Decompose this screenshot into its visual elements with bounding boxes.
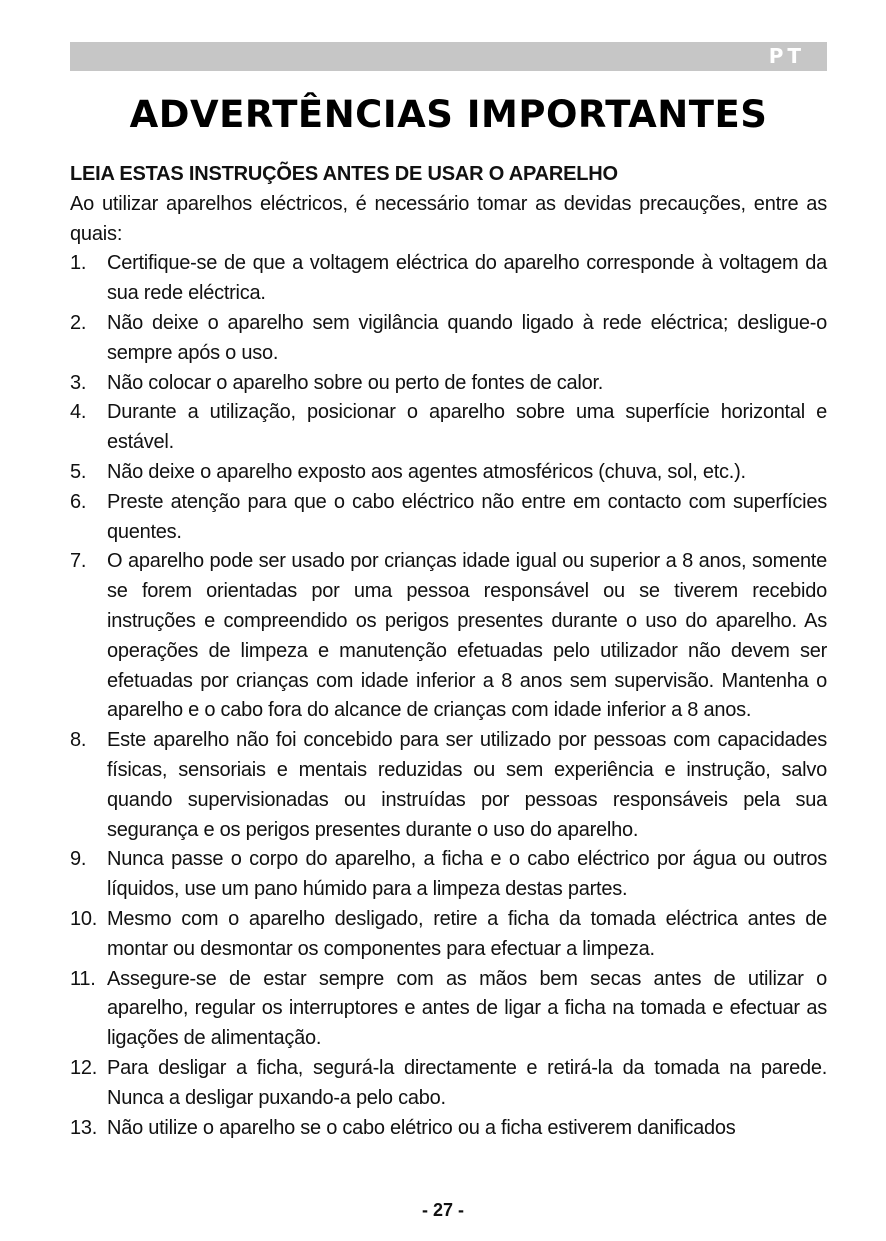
item-number: 12. bbox=[70, 1056, 98, 1079]
item-text: Não colocar o aparelho sobre ou perto de fontes de calor. bbox=[107, 371, 604, 394]
item-text: Não utilize o aparelho se o cabo elétrico ou a ficha estiverem danificados bbox=[107, 1116, 736, 1139]
item-text: Para desligar a ficha, segurá-la directamente e retirá-la da tomada na parede. Nunca a desligar puxando-a pelo cabo. bbox=[107, 1056, 827, 1109]
item-text: Mesmo com o aparelho desligado, retire a ficha da tomada eléctrica antes de montar ou desmontar os componentes para efectuar a limpeza. bbox=[107, 907, 827, 960]
item-text: Assegure-se de estar sempre com as mãos bem secas antes de utilizar o aparelho, regular os interruptores e antes de ligar a ficha na tomada e efectuar as ligações de alimentação. bbox=[107, 967, 827, 1050]
list-item bbox=[70, 488, 827, 548]
item-text: Preste atenção para que o cabo eléctrico não entre em contacto com superfícies quentes. bbox=[107, 490, 827, 543]
list-item bbox=[70, 905, 827, 965]
item-text: Este aparelho não foi concebido para ser utilizado por pessoas com capacidades físicas, sensoriais e mentais reduzidas ou sem experiência e instrução, salvo quando supervisionadas ou instruídas por pessoas responsáveis pela sua segurança e os perigos presentes durante o uso do aparelho. bbox=[107, 729, 827, 841]
item-text: O aparelho pode ser usado por crianças idade igual ou superior a 8 anos, somente se forem orientadas por uma pessoa responsável ou se tiverem recebido instruções e compreendido os perigos presentes durante o uso do aparelho. As operações de limpeza e manutenção efetuadas pelo utilizador não devem ser efetuadas por crianças com idade inferior a 8 anos sem supervisão. Mantenha o aparelho e o cabo fora do alcance de crianças com idade inferior a 8 anos. bbox=[107, 550, 827, 722]
list-item bbox=[70, 369, 827, 399]
item-number: 1. bbox=[70, 252, 87, 275]
item-text: Não deixe o aparelho sem vigilância quando ligado à rede eléctrica; desligue-o sempre após o uso. bbox=[107, 311, 827, 364]
item-number: 10. bbox=[70, 907, 98, 930]
list-item bbox=[70, 309, 827, 369]
list-item bbox=[70, 398, 827, 458]
item-number: 5. bbox=[70, 460, 87, 483]
item-number: 13. bbox=[70, 1116, 98, 1139]
intro-paragraph: Ao utilizar aparelhos eléctricos, é necessário tomar as devidas precauções, entre as quais: bbox=[70, 192, 827, 245]
warnings-section bbox=[70, 160, 827, 1143]
item-text: Não deixe o aparelho exposto aos agentes atmosféricos (chuva, sol, etc.). bbox=[107, 460, 746, 483]
item-number: 11. bbox=[70, 967, 96, 990]
item-number: 8. bbox=[70, 729, 87, 752]
list-item bbox=[70, 845, 827, 905]
language-header-bar bbox=[70, 42, 827, 71]
item-number: 4. bbox=[70, 401, 87, 424]
section-heading: LEIA ESTAS INSTRUÇÕES ANTES DE USAR O APARELHO bbox=[70, 163, 618, 185]
list-item bbox=[70, 547, 827, 726]
language-label: PT bbox=[768, 44, 805, 68]
warnings-list bbox=[70, 249, 827, 1143]
list-item bbox=[70, 726, 827, 845]
item-number: 9. bbox=[70, 848, 87, 871]
list-item bbox=[70, 965, 827, 1054]
page-number: - 27 - bbox=[421, 1200, 464, 1220]
item-text: Durante a utilização, posicionar o aparelho sobre uma superfície horizontal e estável. bbox=[107, 401, 827, 454]
item-text: Certifique-se de que a voltagem eléctrica do aparelho corresponde à voltagem da sua rede eléctrica. bbox=[107, 252, 827, 305]
item-text: Nunca passe o corpo do aparelho, a ficha e o cabo eléctrico por água ou outros líquidos, use um pano húmido para a limpeza destas partes. bbox=[107, 848, 827, 901]
list-item bbox=[70, 458, 827, 488]
item-number: 6. bbox=[70, 490, 87, 513]
item-number: 2. bbox=[70, 311, 87, 334]
item-number: 3. bbox=[70, 371, 87, 394]
list-item bbox=[70, 249, 827, 309]
list-item bbox=[70, 1054, 827, 1114]
list-item bbox=[70, 1114, 827, 1144]
item-number: 7. bbox=[70, 550, 87, 573]
page-title: ADVERTÊNCIAS IMPORTANTES bbox=[129, 93, 768, 136]
